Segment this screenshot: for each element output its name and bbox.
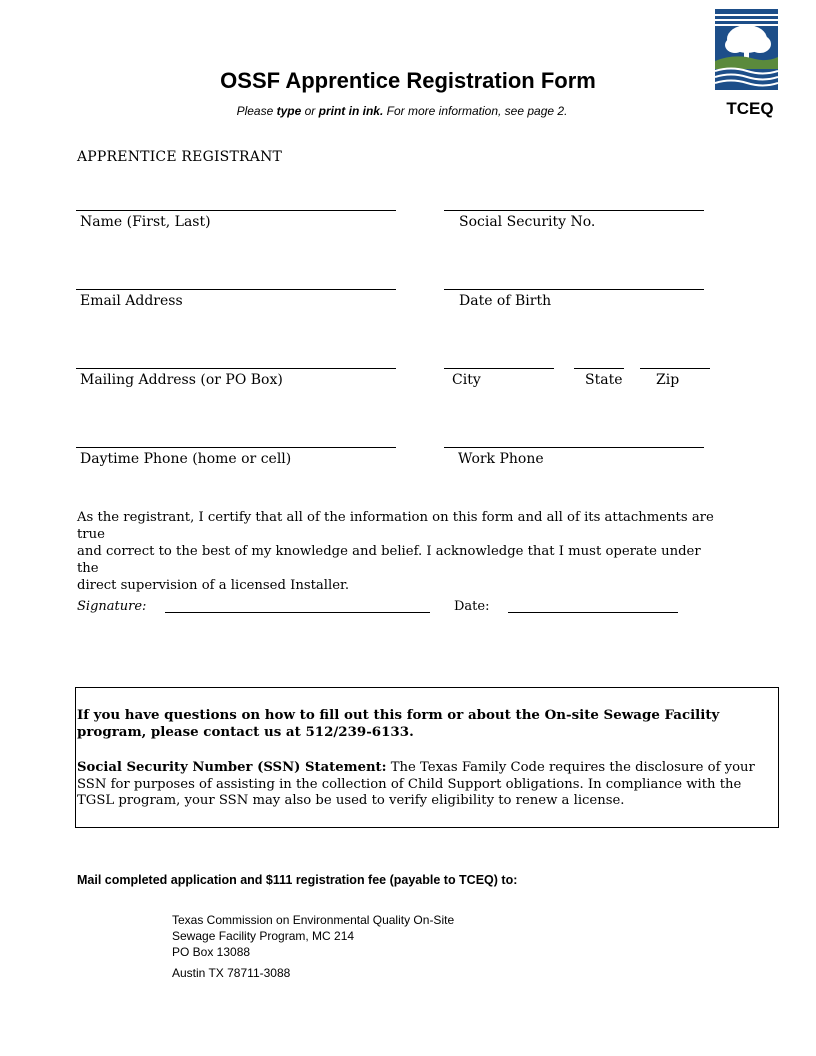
ssn-field[interactable] [444,210,704,211]
address-line-1: Texas Commission on Environmental Quality On-Site [172,913,455,927]
ssn-statement-heading: Social Security Number (SSN) Statement: [77,760,387,775]
ssn-label: Social Security No. [459,214,596,230]
mailing-address-field[interactable] [76,368,396,369]
daytime-phone-field[interactable] [76,447,396,448]
work-phone-label: Work Phone [458,451,544,467]
ssn-statement-text: The Texas Family Code requires the disclosure of your SSN for purposes of assisting in the collection of Child Support obligations. In compliance with the TGSL program, your SSN may also be used to verify eligibility to renew a license. [77,760,755,808]
email-label: Email Address [80,293,183,309]
signature-label: Signature: [77,599,147,614]
mailing-instruction: Mail completed application and $111 registration fee (payable to TCEQ) to: [77,873,518,887]
section-heading: APPRENTICE REGISTRANT [77,149,283,165]
work-phone-field[interactable] [444,447,704,448]
address-line-2: Sewage Facility Program, MC 214 [172,929,355,943]
name-field[interactable] [76,210,396,211]
zip-label: Zip [656,372,680,388]
signature-field[interactable] [165,612,430,613]
email-field[interactable] [76,289,396,290]
dob-field[interactable] [444,289,704,290]
agency-label: TCEQ [726,99,774,118]
date-field[interactable] [508,612,678,613]
city-field[interactable] [444,368,554,369]
city-label: City [452,372,481,388]
zip-field[interactable] [640,368,710,369]
state-field[interactable] [574,368,624,369]
address-line-3: PO Box 13088 [172,945,251,959]
name-label: Name (First, Last) [80,214,211,230]
mailing-address-label: Mailing Address (or PO Box) [80,372,283,388]
certification-statement: As the registrant, I certify that all of the information on this form and all of its attachments are true and correct to the best of my knowledge and belief. I acknowledge that I must operate under the direct supervision of a licensed Installer. [77,510,714,593]
address-line-4: Austin TX 78711-3088 [172,966,291,980]
date-label: Date: [454,599,490,614]
form-subtitle: Please type or print in ink. For more information, see page 2. [236,104,568,118]
contact-info: If you have questions on how to fill out this form or about the On-site Sewage Facility program, please contact us at 512/239-6133. [77,707,720,740]
ssn-statement [77,760,777,810]
state-label: State [585,372,623,388]
form-title: OSSF Apprentice Registration Form [220,68,596,93]
dob-label: Date of Birth [459,293,552,309]
daytime-phone-label: Daytime Phone (home or cell) [80,451,292,467]
